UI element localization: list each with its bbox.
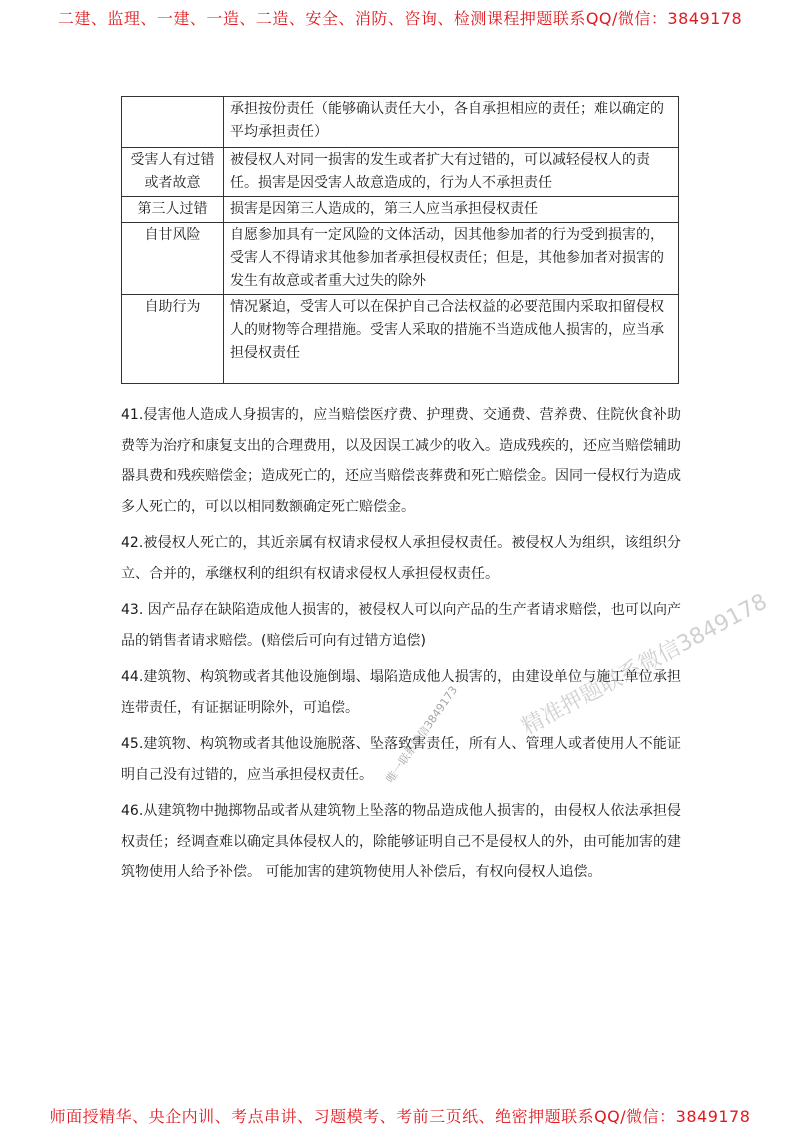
article-list [121,400,681,894]
table-type-cell [122,97,224,148]
table-content-cell: 自愿参加具有一定风险的文体活动，因其他参加者的行为受到损害的，受害人不得请求其他参加者承担侵权责任；但是，其他参加者对损害的发生有故意或者重大过失的除外 [224,223,679,295]
article-44: 44.建筑物、构筑物或者其他设施倒塌、塌陷造成他人损害的，由建设单位与施工单位承担连带责任，有证据证明除外，可追偿。 [121,669,681,716]
article-42: 42.被侵权人死亡的，其近亲属有权请求侵权人承担侵权责任。被侵权人为组织，该组织分立、合并的，承继权利的组织有权请求侵权人承担侵权责任。 [121,535,681,582]
table-content-cell: 承担按份责任（能够确认责任大小，各自承担相应的责任；难以确定的平均承担责任） [224,97,679,148]
table-type-cell: 自甘风险 [122,223,224,295]
article-41: 41.侵害他人造成人身损害的，应当赔偿医疗费、护理费、交通费、营养费、住院伙食补助费等为治疗和康复支出的合理费用，以及因误工减少的收入。造成残疾的，还应当赔偿辅助器具费和残疾赔偿金；造成死亡的，还应当赔偿丧葬费和死亡赔偿金。因同一侵权行为造成多人死亡的，可以以相同数额确定死亡赔偿金。 [121,407,681,515]
article-43: 43. 因产品存在缺陷造成他人损害的，被侵权人可以向产品的生产者请求赔偿，也可以向产品的销售者请求赔偿。(赔偿后可向有过错方追偿) [121,602,681,649]
table-row [122,197,679,223]
table-type-cell: 受害人有过错或者故意 [122,148,224,197]
watermark-large: 精准押题联系微信3849178 [517,589,772,741]
table-content-cell: 被侵权人对同一损害的发生或者扩大有过错的，可以减轻侵权人的责任。损害是因受害人故意造成的，行为人不承担责任 [224,148,679,197]
table-row [122,97,679,148]
table-type-cell: 第三人过错 [122,197,224,223]
table-type-cell: 自助行为 [122,295,224,384]
table-content-cell: 情况紧迫，受害人可以在保护自己合法权益的必要范围内采取扣留侵权人的财物等合理措施。受害人采取的措施不当造成他人损害的，应当承担侵权责任 [224,295,679,384]
article-45: 45.建筑物、构筑物或者其他设施脱落、坠落致害责任，所有人、管理人或者使用人不能证明自己没有过错的，应当承担侵权责任。 [121,736,681,783]
footer-banner: 师面授精华、央企内训、考点串讲、习题模考、考前三页纸、绝密押题联系QQ/微信：3849178 [49,1107,751,1126]
watermark-small: 唯一联系微信3849173 [383,683,461,786]
liability-table [121,96,679,384]
article-46: 46.从建筑物中抛掷物品或者从建筑物上坠落的物品造成他人损害的，由侵权人依法承担侵权责任；经调查难以确定具体侵权人的，除能够证明自己不是侵权人的外，由可能加害的建筑物使用人给予补偿。 可能加害的建筑物使用人补偿后，有权向侵权人追偿。 [121,803,681,880]
table-row [122,148,679,197]
table-row [122,295,679,384]
header-banner: 二建、监理、一建、一造、二造、安全、消防、咨询、检测课程押题联系QQ/微信：3849178 [57,9,743,28]
table-content-cell: 损害是因第三人造成的，第三人应当承担侵权责任 [224,197,679,223]
table-row [122,223,679,295]
